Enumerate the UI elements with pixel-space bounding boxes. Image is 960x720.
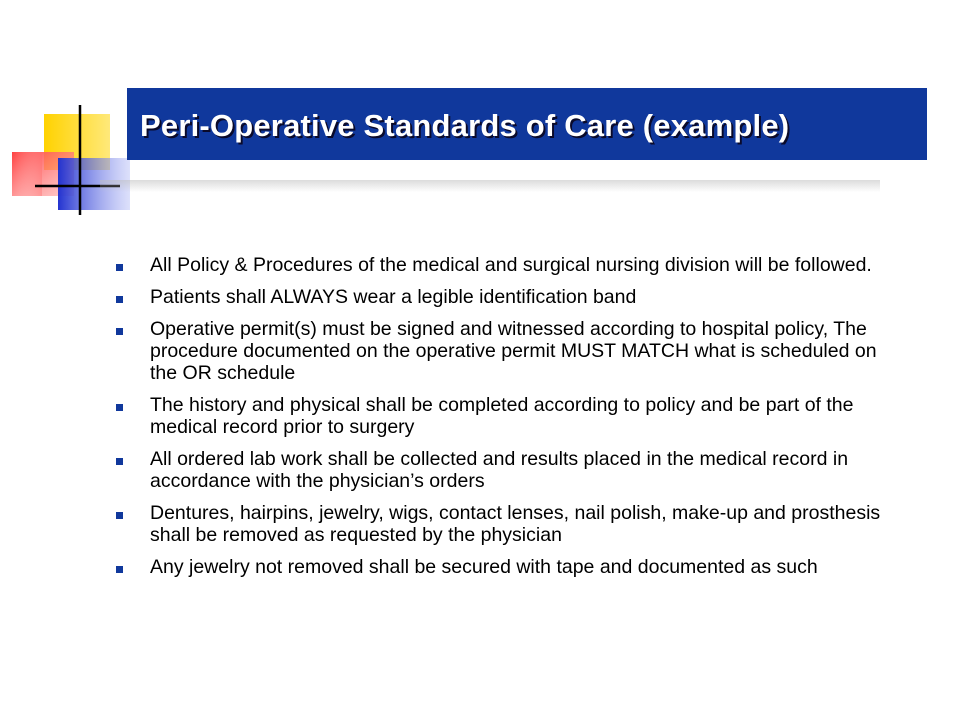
bullet-text: All ordered lab work shall be collected and results placed in the medical record in accordance with the physician’s orders: [150, 448, 849, 492]
bullet-text: Any jewelry not removed shall be secured with tape and documented as such: [150, 556, 818, 578]
bullet-item: [112, 502, 902, 546]
bullet-item: [112, 394, 902, 438]
bullet-item: [112, 448, 902, 492]
square-bullet-icon: [116, 512, 123, 519]
slide-title: Peri-Operative Standards of Care (example): [140, 108, 790, 143]
title-shadow-divider: [100, 180, 880, 192]
square-bullet-icon: [116, 328, 123, 335]
bullet-text: Operative permit(s) must be signed and witnessed according to hospital policy, The procedure documented on the operative permit MUST MATCH what is scheduled on the OR schedule: [150, 318, 877, 384]
bullet-text: The history and physical shall be completed according to policy and be part of the medical record prior to surgery: [150, 394, 854, 438]
square-bullet-icon: [116, 404, 123, 411]
bullet-text: All Policy & Procedures of the medical and surgical nursing division will be followed.: [150, 254, 872, 276]
square-bullet-icon: [116, 458, 123, 465]
decorative-squares-logo: [0, 0, 140, 230]
bullet-list: [112, 254, 902, 588]
bullet-text: Patients shall ALWAYS wear a legible identification band: [150, 286, 637, 308]
bullet-item: [112, 556, 902, 578]
bullet-item: [112, 286, 902, 308]
square-bullet-icon: [116, 566, 123, 573]
bullet-item: [112, 318, 902, 384]
square-bullet-icon: [116, 264, 123, 271]
bullet-item: [112, 254, 902, 276]
bullet-text: Dentures, hairpins, jewelry, wigs, contact lenses, nail polish, make-up and prosthesis shall be removed as requested by the physician: [150, 502, 881, 546]
square-bullet-icon: [116, 296, 123, 303]
